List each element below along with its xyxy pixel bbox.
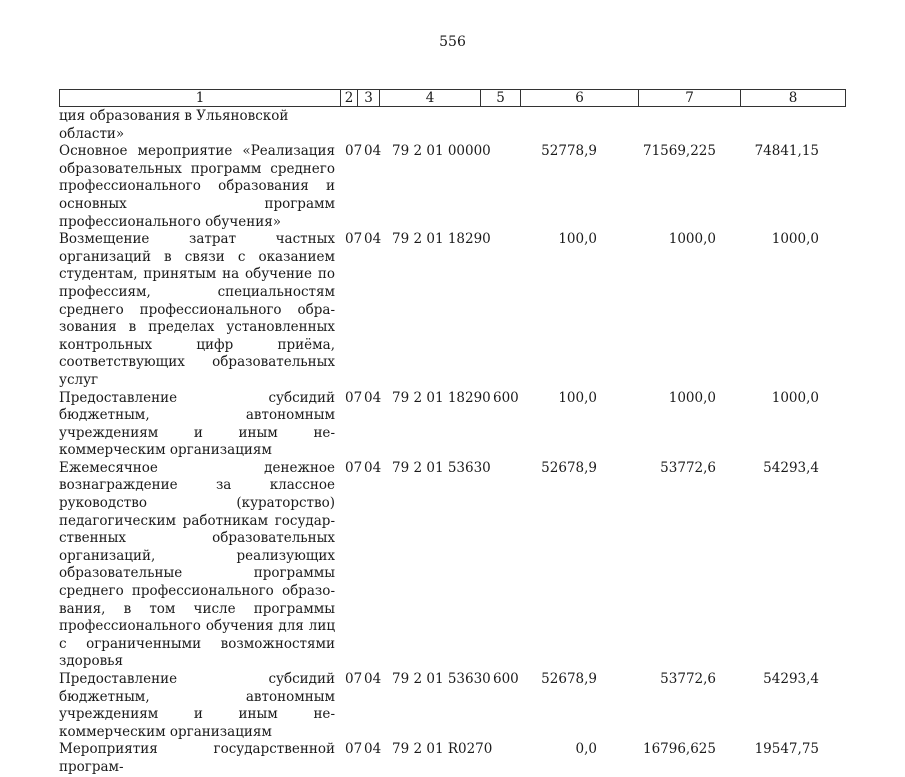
row-amount-year1: 52678,9	[541, 671, 597, 687]
row-section: 07	[345, 741, 363, 758]
row-amount-year1: 52678,9	[541, 459, 597, 476]
header-col-7: 7	[638, 90, 740, 106]
row-section: 07	[345, 459, 363, 476]
row-description: Мероприятия государственной програм-	[59, 741, 335, 775]
header-col-1: 1	[195, 90, 205, 106]
row-subsection: 04	[364, 741, 382, 758]
row-expense-type: 600	[493, 671, 519, 687]
row-description: Ежемесячное денежное вознаграждение за классное руководство (кураторство) педагогическим работникам государственных образовательных организаций, реализующих образовательные программы среднего профессионального образования, в том числе программы профессионального обучения для лиц с ограниченными возможностями здоровья	[59, 459, 335, 670]
row-amount-year3: 1000,0	[771, 231, 819, 248]
row-subsection: 04	[364, 143, 382, 160]
header-col-5: 5	[480, 90, 520, 106]
row-amount-year2: 71569,225	[642, 143, 716, 160]
row-amount-year1: 0,0	[575, 741, 597, 758]
row-section: 07	[345, 143, 363, 160]
row-amount-year1: 100,0	[558, 389, 597, 406]
table-header-row	[59, 89, 846, 107]
table-row	[59, 390, 846, 460]
row-amount-year2: 53772,6	[660, 459, 716, 476]
row-description: Основное мероприятие «Реализация образовательных программ среднего профессионального образования и основных программ профессионального обучения»	[59, 143, 335, 230]
table-row	[59, 671, 846, 741]
row-amount-year1: 52778,9	[541, 143, 597, 160]
row-description: Предоставление субсидий бюджетным, автономным учреждениям и иным некоммерческим организациям	[59, 671, 335, 740]
row-target-code: 79 2 01 18290	[392, 389, 491, 406]
row-section: 07	[345, 671, 363, 687]
page-number: 556	[439, 34, 466, 50]
row-target-code: 79 2 01 18290	[392, 231, 491, 248]
row-description: Возмещение затрат частных организаций в связи с оказанием студентам, принятым на обучение по профессиям, специальностям среднего профессионального образования в пределах установленных контрольных цифр приёма, соответствующих образовательных услуг	[59, 231, 335, 388]
header-col-4: 4	[379, 90, 480, 106]
row-subsection: 04	[364, 459, 382, 476]
row-amount-year1: 100,0	[558, 231, 597, 248]
row-target-code: 79 2 01 00000	[392, 143, 491, 160]
row-amount-year2: 1000,0	[668, 231, 716, 248]
table-row	[59, 143, 846, 231]
row-amount-year2: 53772,6	[660, 671, 716, 687]
row-target-code: 79 2 01 53630	[392, 459, 491, 476]
row-subsection: 04	[364, 231, 382, 248]
row-amount-year3: 54293,4	[763, 671, 819, 687]
table-row	[59, 460, 846, 671]
row-amount-year3: 54293,4	[763, 459, 819, 476]
row-amount-year2: 16796,625	[642, 741, 716, 758]
row-expense-type: 600	[493, 389, 519, 406]
header-col-6: 6	[520, 90, 638, 106]
header-col-2: 2	[340, 90, 357, 106]
row-target-code: 79 2 01 53630	[392, 671, 491, 687]
table-row	[59, 741, 846, 776]
table-body	[59, 108, 846, 777]
header-col-3: 3	[357, 90, 379, 106]
header-col-8: 8	[740, 90, 845, 106]
row-section: 07	[345, 389, 363, 406]
row-amount-year2: 1000,0	[668, 389, 716, 406]
row-subsection: 04	[364, 671, 382, 687]
row-amount-year3: 19547,75	[754, 741, 819, 758]
row-amount-year3: 1000,0	[771, 389, 819, 406]
row-target-code: 79 2 01 R0270	[392, 741, 493, 758]
row-description: Предоставление субсидий бюджетным, автономным учреждениям и иным некоммерческим организациям	[59, 389, 335, 459]
row-amount-year3: 74841,15	[754, 143, 819, 160]
table-row	[59, 231, 846, 389]
row-section: 07	[345, 231, 363, 248]
row-subsection: 04	[364, 389, 382, 406]
continuation-text: ция образования в Ульяновской области»	[59, 108, 289, 142]
